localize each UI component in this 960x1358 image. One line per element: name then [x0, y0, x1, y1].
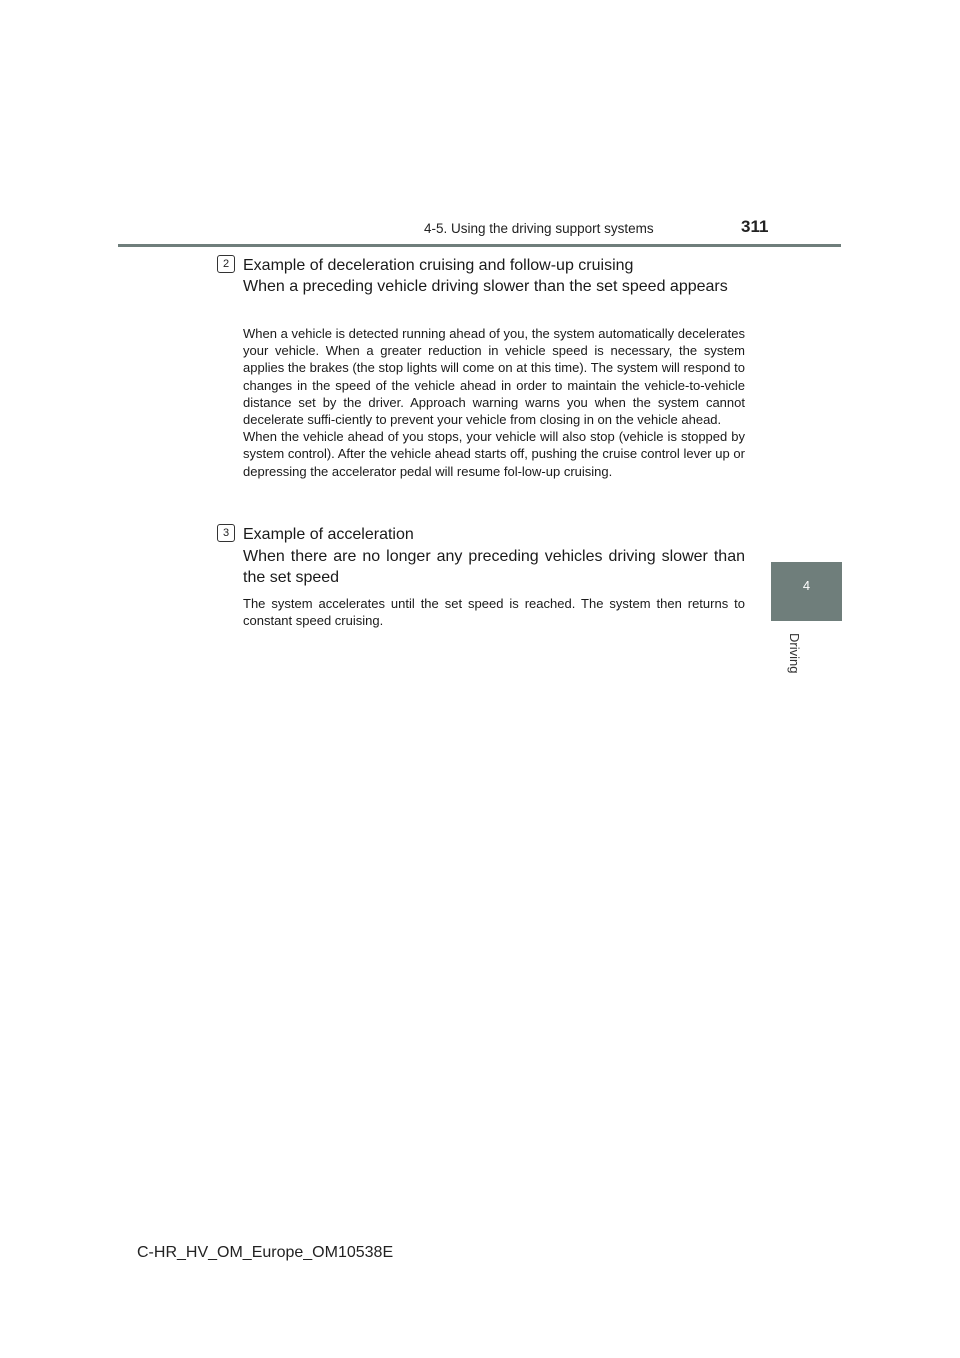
chapter-tab: [771, 562, 842, 621]
document-id: C-HR_HV_OM_Europe_OM10538E: [137, 1244, 394, 1261]
item-body: [243, 325, 745, 480]
body-paragraph: When the vehicle ahead of you stops, your vehicle will also stop (vehicle is stopped by system control). After the vehicle ahead starts off, pushing the cruise control lever up or depressing the accelerator pedal will resume fol-low-up cruising.: [243, 429, 745, 479]
section-title: 4-5. Using the driving support systems: [424, 221, 654, 236]
item-subtitle: When there are no longer any preceding vehicles driving slower than the set speed: [243, 548, 745, 586]
item-subtitle: When a preceding vehicle driving slower than the set speed appears: [243, 278, 728, 295]
header-divider: [118, 244, 841, 247]
page-number: 311: [741, 217, 769, 236]
chapter-label: [776, 633, 816, 683]
item-number-badge: 3: [217, 524, 235, 542]
body-paragraph: The system accelerates until the set speed is reached. The system then returns to constant speed cruising.: [243, 596, 745, 629]
item-number-badge: 2: [217, 255, 235, 273]
body-paragraph: When a vehicle is detected running ahead of you, the system automatically decelerates your vehicle. When a greater reduction in vehicle speed is necessary, the system applies the brakes (the stop lights will come on at this time). The system will respond to changes in the speed of the vehicle ahead in order to maintain the vehicle-to-vehicle distance set by the driver. Approach warning warns you when the system cannot decelerate suffi-ciently to prevent your vehicle from closing in on the vehicle ahead.: [243, 326, 745, 428]
item-body: [243, 595, 745, 629]
item-title: Example of acceleration: [243, 526, 414, 543]
chapter-number: 4: [802, 578, 811, 593]
chapter-label-text: Driving: [787, 633, 802, 674]
item-title: Example of deceleration cruising and follow-up cruising: [243, 257, 634, 274]
